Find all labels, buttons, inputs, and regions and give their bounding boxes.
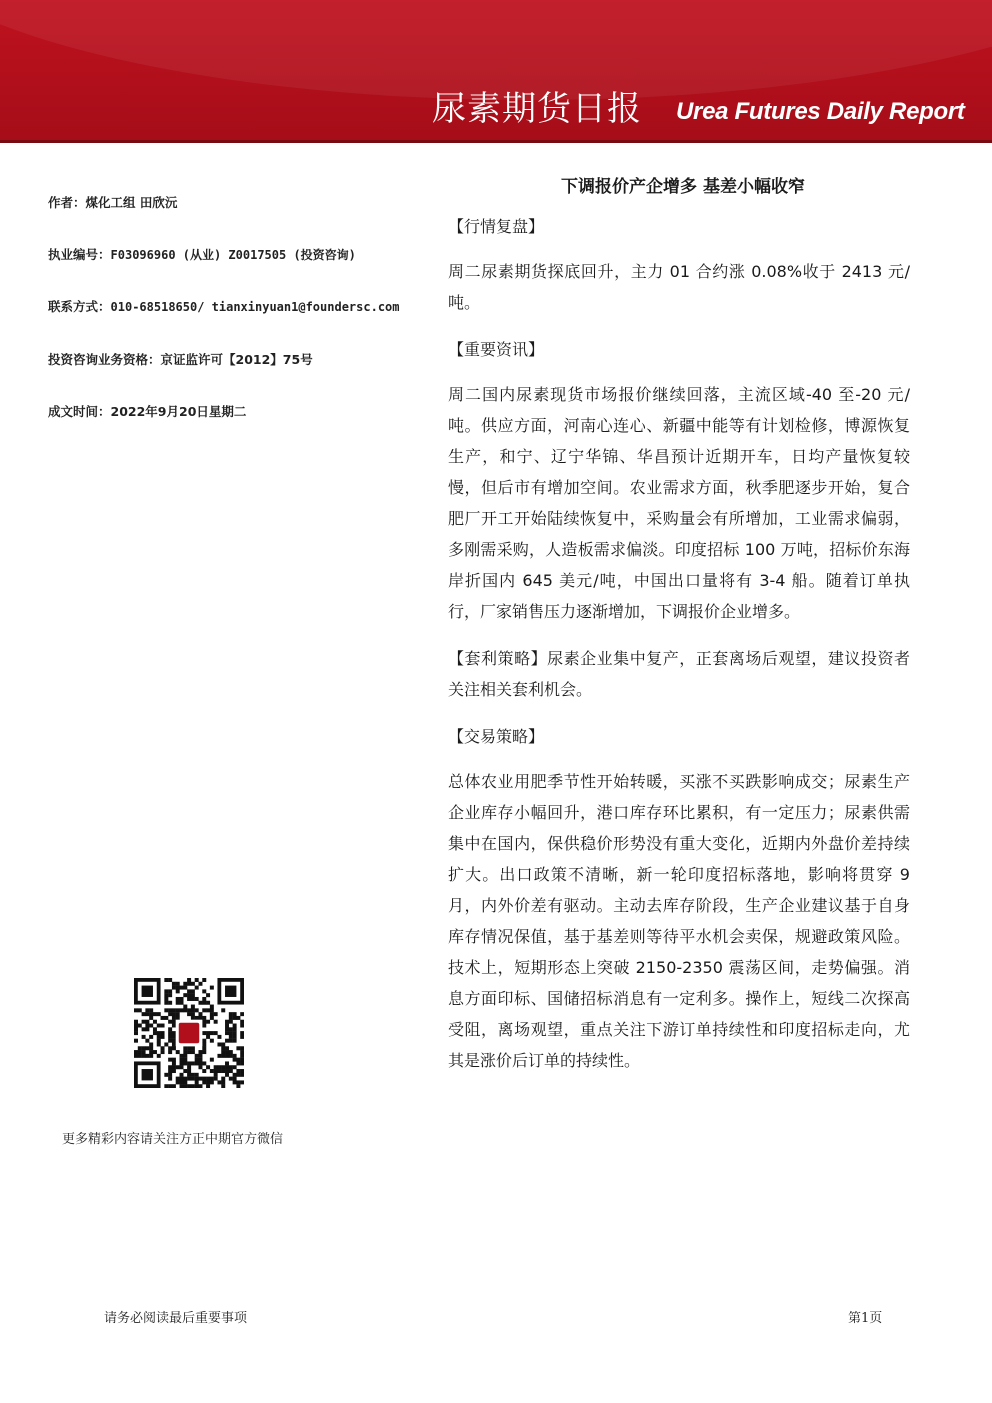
qr-code-icon bbox=[134, 978, 244, 1088]
section-body-key-news: 周二国内尿素现货市场报价继续回落，主流区域-40 至-20 元/吨。供应方面，河南心连心、新疆中能等有计划检修，博源恢复生产，和宁、辽宁华锦、华昌预计近期开车，日均产量恢复较慢，但后市有增加空间。农业需求方面，秋季肥逐步开始，复合肥厂开工开始陆续恢复中，采购量会有所增加，工业需求偏弱，多刚需采购，人造板需求偏淡。印度招标 100 万吨，招标价东海岸折国内 645 美元/吨，中国出口量将有 3-4 船。随着订单执行，厂家销售压力逐渐增加，下调报价企业增多。 bbox=[448, 385, 910, 621]
banner-divider bbox=[0, 140, 992, 143]
footer-notice: 请务必阅读最后重要事项 bbox=[104, 1311, 248, 1326]
qr-caption: 更多精彩内容请关注方正中期官方微信 bbox=[62, 1132, 284, 1147]
footer-page-number: 第1页 bbox=[848, 1311, 883, 1326]
meta-qualification-value: 京证监许可【2012】75号 bbox=[160, 352, 313, 367]
section-title-trading: 【交易策略】 bbox=[448, 727, 545, 746]
meta-contact-value: 010-68518650/ tianxinyuan1@foundersc.com bbox=[110, 300, 400, 314]
meta-qualification bbox=[48, 350, 313, 368]
meta-author bbox=[48, 193, 177, 211]
meta-contact bbox=[48, 297, 400, 315]
meta-contact-label: 联系方式： bbox=[48, 299, 111, 314]
qr-logo-icon bbox=[179, 1023, 199, 1043]
meta-license bbox=[48, 245, 356, 263]
meta-date-label: 成文时间： bbox=[48, 404, 111, 419]
section-title-arbitrage: 【套利策略】 bbox=[448, 649, 548, 668]
section-arbitrage bbox=[448, 643, 910, 705]
meta-license-label: 执业编号： bbox=[48, 247, 111, 262]
article-body bbox=[448, 211, 910, 1076]
report-title-cn: 尿素期货日报 bbox=[432, 89, 642, 129]
meta-author-label: 作者： bbox=[48, 195, 86, 210]
article-headline: 下调报价产企增多 基差小幅收窄 bbox=[561, 177, 805, 197]
wechat-qr-code bbox=[134, 978, 244, 1088]
section-body-trading: 总体农业用肥季节性开始转暖，买涨不买跌影响成交；尿素生产企业库存小幅回升，港口库存环比累积，有一定压力；尿素供需集中在国内，保供稳价形势没有重大变化，近期内外盘价差持续扩大。出口政策不清晰，新一轮印度招标落地，影响将贯穿 9 月，内外价差有驱动。主动去库存阶段，生产企业建议基于自身库存情况保值，基于基差则等待平水机会卖保，规避政策风险。技术上，短期形态上突破 2150-2350 震荡区间，走势偏强。消息方面印标、国储招标消息有一定利多。操作上，短线二次探高受阻，离场观望，重点关注下游订单持续性和印度招标走向，尤其是涨价后订单的持续性。 bbox=[448, 772, 910, 1070]
meta-date bbox=[48, 402, 246, 420]
meta-author-value: 煤化工组 田欣沅 bbox=[85, 195, 178, 210]
report-title-en: Urea Futures Daily Report bbox=[676, 98, 965, 125]
section-body-arbitrage: 尿素企业集中复产，正套离场后观望，建议投资者关注相关套利机会。 bbox=[448, 649, 910, 699]
meta-date-value: 2022年9月20日星期二 bbox=[110, 404, 247, 419]
section-body-market-review: 周二尿素期货探底回升，主力 01 合约涨 0.08%收于 2413 元/吨。 bbox=[448, 262, 910, 312]
section-title-key-news: 【重要资讯】 bbox=[448, 340, 545, 359]
section-title-market-review: 【行情复盘】 bbox=[448, 217, 545, 236]
meta-qualification-label: 投资咨询业务资格： bbox=[48, 352, 161, 367]
meta-license-value: F03096960 (从业) Z0017505 (投资咨询) bbox=[110, 248, 356, 262]
